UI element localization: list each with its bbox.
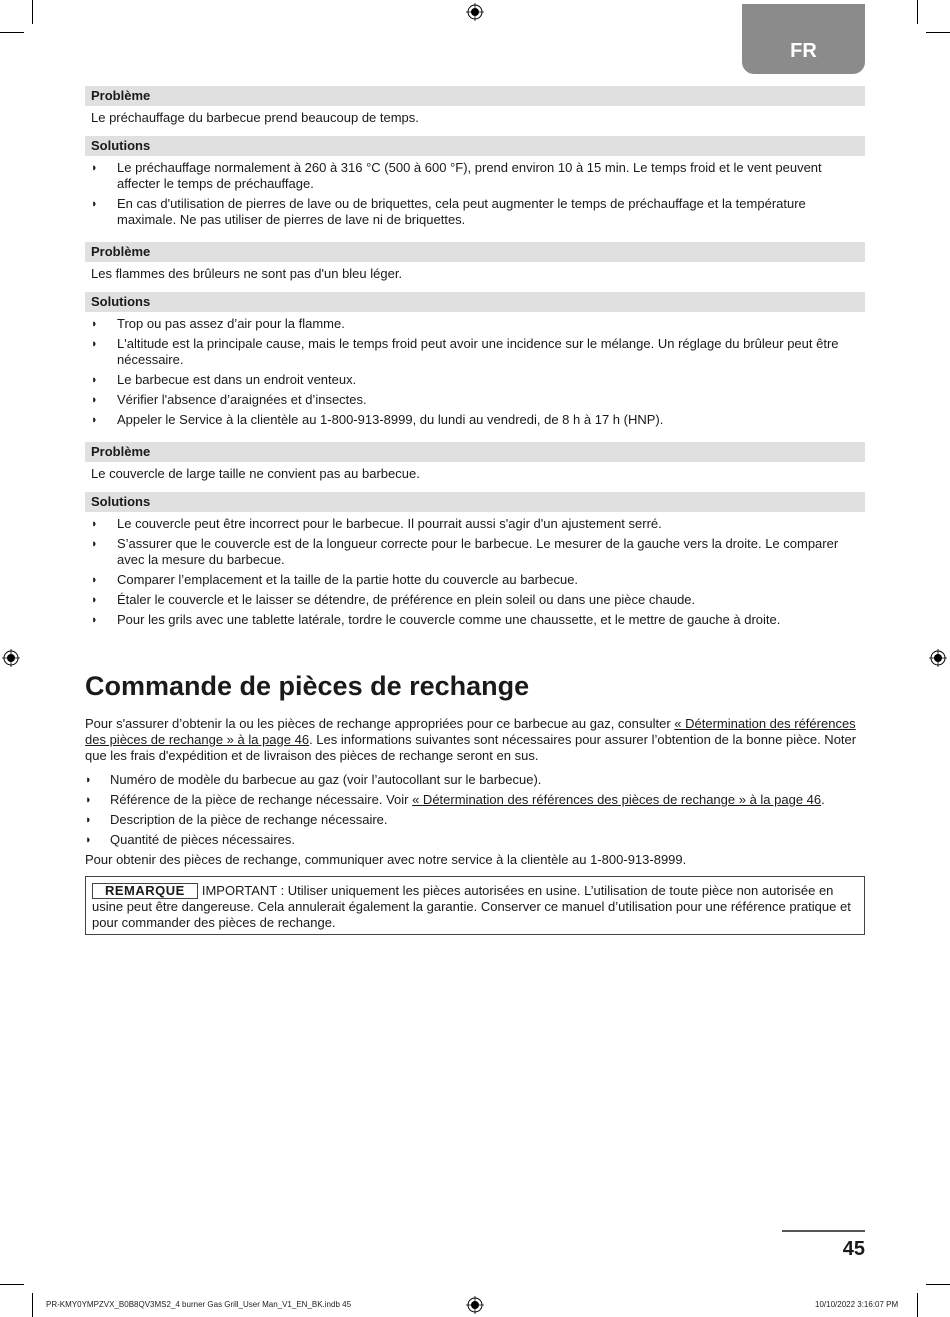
list-item: ◗ Trop ou pas assez d’air pour la flamme. (91, 316, 345, 331)
order-outro: Pour obtenir des pièces de rechange, communiquer avec notre service à la clientèle au 1-800-913-8999. (85, 852, 687, 867)
problem-text: Le préchauffage du barbecue prend beaucoup de temps. (91, 110, 419, 125)
solutions-list (85, 316, 865, 428)
footer-file-info: PR-KMY0YMPZVX_B0B8QV3MS2_4 burner Gas Grill_User Man_V1_EN_BK.indb 45 (46, 1300, 352, 1309)
crop-mark (926, 32, 950, 33)
bullet-icon: ◗ (91, 162, 98, 174)
troubleshooting-content (85, 86, 865, 642)
bullet-icon: ◗ (91, 574, 98, 586)
language-tab: FR (742, 4, 865, 74)
problem-header: Problème (85, 242, 865, 262)
bullet-icon: ◗ (85, 774, 92, 786)
list-item: ◗ Pour les grils avec une tablette latérale, tordre le couvercle comme une chaussette, et le mettre de gauche à droite. (91, 612, 781, 627)
parts-reference-link[interactable]: « Détermination des références des pièces de rechange » à la page 46 (85, 716, 856, 747)
solutions-header: Solutions (85, 136, 865, 156)
page-number: 45 (842, 1238, 865, 1260)
crop-mark (0, 32, 24, 33)
crop-mark (917, 0, 918, 24)
bullet-icon: ◗ (91, 614, 98, 626)
crop-mark (32, 1293, 33, 1317)
list-item: ◗ Le couvercle peut être incorrect pour le barbecue. Il pourrait aussi s'agir d'un ajustement serré. (91, 516, 662, 531)
problem-header: Problème (85, 86, 865, 106)
solutions-list (85, 160, 865, 228)
problem-text: Les flammes des brûleurs ne sont pas d'un bleu léger. (91, 266, 403, 281)
bullet-icon: ◗ (91, 414, 98, 426)
list-item: ◗ S’assurer que le couvercle est de la longueur correcte pour le barbecue. Le mesurer de la gauche vers la droite. Le comparer avec la mesure du barbecue. (91, 536, 839, 567)
crop-mark (917, 1293, 918, 1317)
registration-mark-icon (2, 649, 20, 667)
bullet-icon: ◗ (85, 834, 92, 846)
order-intro: Pour s'assurer d’obtenir la ou les pièces de rechange appropriées pour ce barbecue au gaz, consulter « Détermination des références des pièces de rechange » à la page 46. Les informations suivantes sont nécessaires pour assurer l’obtention de la bonne pièce. Noter que les frais d'expédition et de livraison des pièces de rechange seront en sus. (85, 716, 857, 763)
list-item: ◗ Le barbecue est dans un endroit venteux. (91, 372, 357, 387)
bullet-icon: ◗ (91, 518, 98, 530)
crop-mark (32, 0, 33, 24)
bullet-icon: ◗ (85, 814, 92, 826)
order-parts-section (85, 670, 865, 935)
troubleshooting-section (85, 86, 865, 228)
list-item: ◗ En cas d'utilisation de pierres de lave ou de briquettes, cela peut augmenter le temps de préchauffage et la température maximale. Ne pas utiliser de pierres de lave ni de briquettes. (91, 196, 806, 227)
registration-mark-icon (929, 649, 947, 667)
bullet-icon: ◗ (91, 594, 98, 606)
problem-header: Problème (85, 442, 865, 462)
bullet-icon: ◗ (85, 794, 92, 806)
bullet-icon: ◗ (91, 394, 98, 406)
bullet-icon: ◗ (91, 374, 98, 386)
page-number-rule (782, 1230, 865, 1232)
parts-reference-link[interactable]: « Détermination des références des pièces de rechange » à la page 46 (412, 792, 822, 807)
bullet-icon: ◗ (91, 338, 98, 350)
bullet-icon: ◗ (91, 198, 98, 210)
list-item: ◗ Référence de la pièce de rechange nécessaire. Voir « Détermination des références des pièces de rechange » à la page 46. (85, 792, 825, 807)
troubleshooting-section (85, 242, 865, 428)
required-info-list (85, 772, 865, 848)
registration-mark-icon (466, 1296, 484, 1314)
list-item: ◗ L'altitude est la principale cause, mais le temps froid peut avoir une incidence sur le mélange. Un réglage du brûleur peut être nécessaire. (91, 336, 839, 367)
list-item: ◗ Appeler le Service à la clientèle au 1-800-913-8999, du lundi au vendredi, de 8 h à 17 h (HNP). (91, 412, 664, 427)
solutions-header: Solutions (85, 292, 865, 312)
list-item: ◗ Numéro de modèle du barbecue au gaz (voir l’autocollant sur le barbecue). (85, 772, 542, 787)
solutions-header: Solutions (85, 492, 865, 512)
list-item: ◗ Vérifier l'absence d’araignées et d’insectes. (91, 392, 367, 407)
solutions-list (85, 516, 865, 628)
list-item: ◗ Comparer l’emplacement et la taille de la partie hotte du couvercle au barbecue. (91, 572, 579, 587)
list-item: ◗ Étaler le couvercle et le laisser se détendre, de préférence en plein soleil ou dans une pièce chaude. (91, 592, 696, 607)
note-label: REMARQUE (92, 883, 198, 899)
list-item: ◗ Description de la pièce de rechange nécessaire. (85, 812, 388, 827)
note-box (85, 876, 865, 935)
section-heading: Commande de pièces de rechange (85, 671, 530, 701)
list-item: ◗ Quantité de pièces nécessaires. (85, 832, 295, 847)
footer-date: 10/10/2022 3:16:07 PM (815, 1300, 899, 1309)
troubleshooting-section (85, 442, 865, 628)
note-text: IMPORTANT : Utiliser uniquement les pièces autorisées en usine. L’utilisation de toute pièce non autorisée en usine peut être dangereuse. Cela annulerait également la garantie. Conserver ce manuel d’utilisation pour une référence pratique et pour commander des pièces de rechange. (92, 883, 851, 930)
registration-mark-icon (466, 3, 484, 21)
bullet-icon: ◗ (91, 538, 98, 550)
crop-mark (0, 1284, 24, 1285)
problem-text: Le couvercle de large taille ne convient pas au barbecue. (91, 466, 420, 481)
list-item: ◗ Le préchauffage normalement à 260 à 316 °C (500 à 600 °F), prend environ 10 à 15 min. Le temps froid et le vent peuvent affecter le temps de préchauffage. (91, 160, 822, 191)
bullet-icon: ◗ (91, 318, 98, 330)
crop-mark (926, 1284, 950, 1285)
